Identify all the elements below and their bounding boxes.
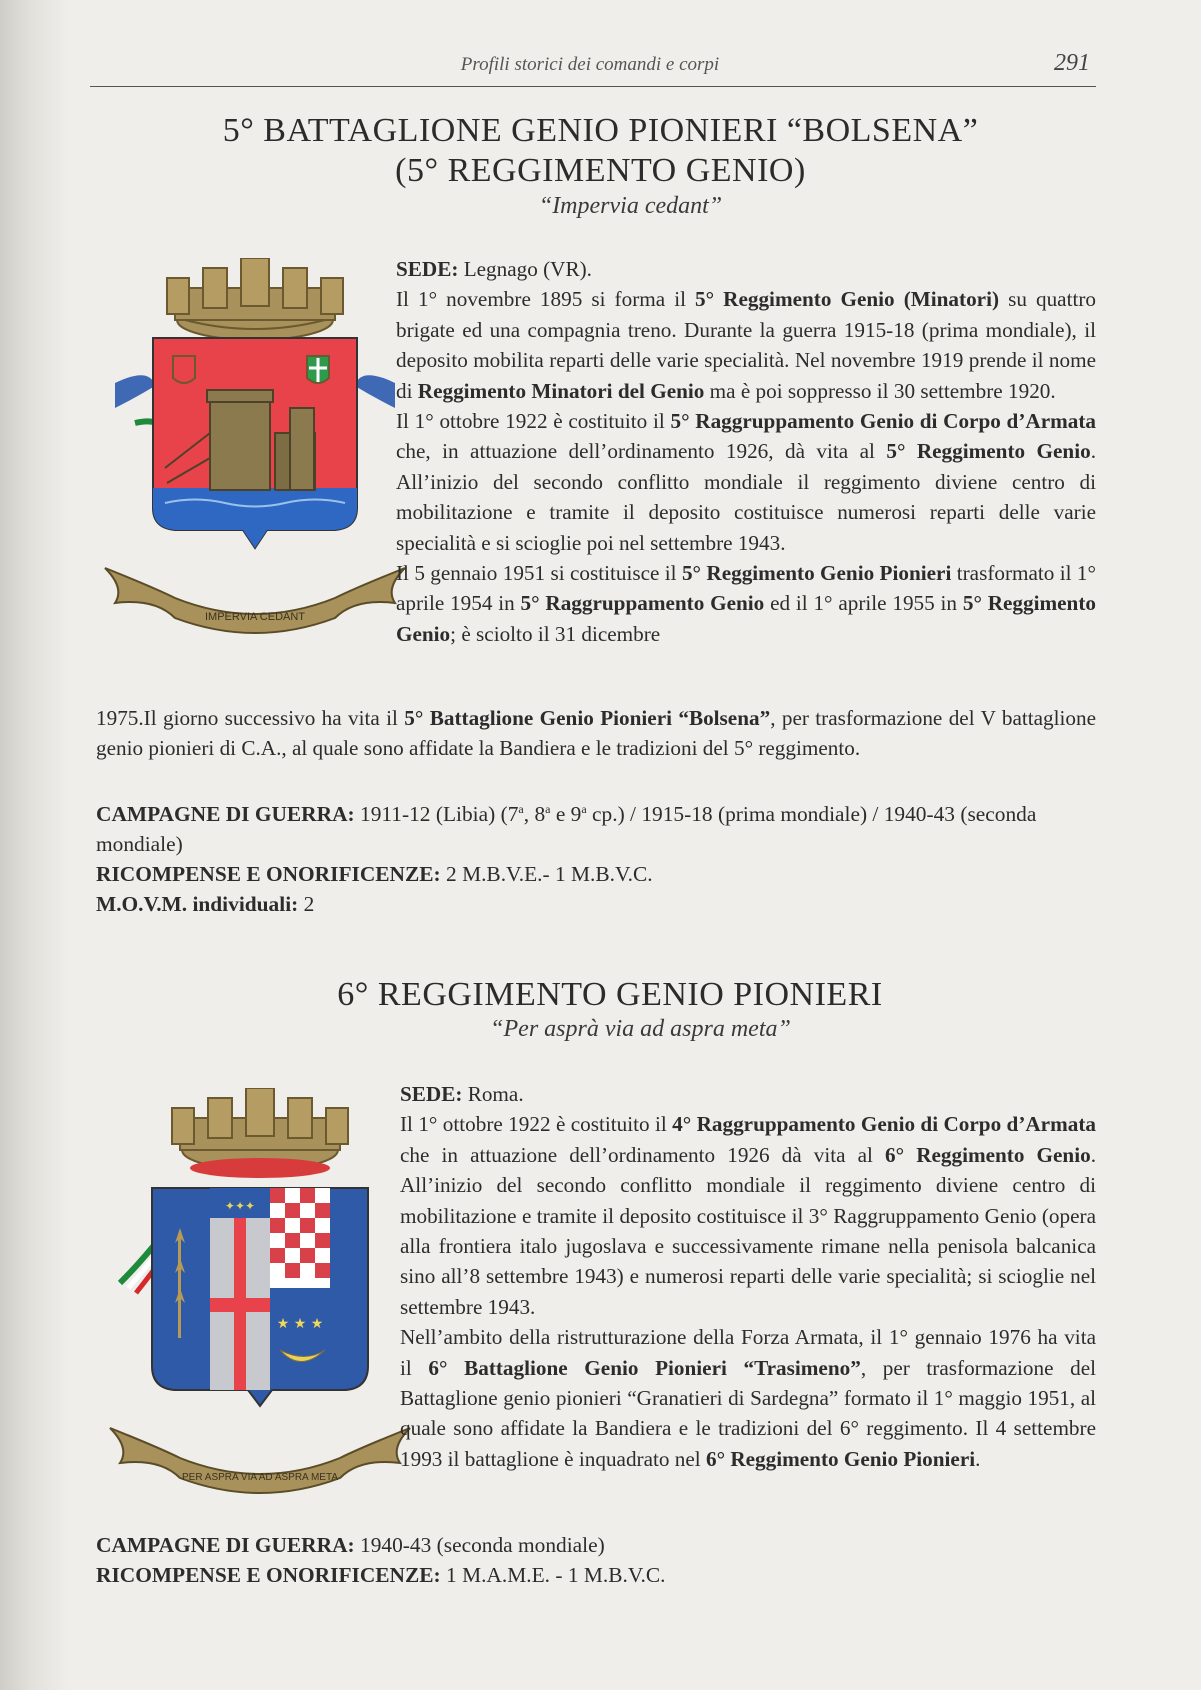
section1-movm: M.O.V.M. individuali: 2 xyxy=(96,892,315,917)
section1-sede-label: SEDE: xyxy=(396,257,459,281)
section1-lower-text xyxy=(96,703,1096,764)
section1-sede-value: Legnago (VR). xyxy=(463,257,592,281)
section2-title: 6° REGGIMENTO GENIO PIONIERI xyxy=(337,976,883,1013)
section2-paragraph2: Nell’ambito della ristrutturazione della Forza Armata, il 1° gennaio 1976 ha vita il 6° Battaglione Genio Pionieri “Trasimeno”, per trasformazione del Battaglione genio pionieri “Granatieri di Sardegna” formato il 1° maggio 1951, al quale sono affidate la Bandiera e le tradizioni del 6° reggimento. Il 4 settembre 1993 il battaglione è inquadrato nel 6° Reggimento Genio Pionieri. xyxy=(400,1325,1096,1471)
section1-motto: “Impervia cedant” xyxy=(538,193,723,219)
section2-crest-ribbon-text: PER ASPRA VIA AD ASPRA META xyxy=(182,1472,338,1483)
svg-text:✦✦✦: ✦✦✦ xyxy=(224,1199,256,1213)
section2-motto: “Per asprà via ad aspra meta” xyxy=(490,1016,791,1042)
running-head xyxy=(90,50,1090,80)
section1-paragraph1: Il 1° novembre 1895 si forma il 5° Reggimento Genio (Minatori) su quattro brigate ed una compagnia treno. Durante la guerra 1915-18 (prima mondiale), il deposito mobilita reparti delle varie specialità. Nel novembre 1919 prende il nome di Reggimento Minatori del Genio ma è poi soppresso il 30 settembre 1920. xyxy=(396,287,1096,403)
section2-coat-of-arms xyxy=(100,1088,420,1508)
section1-coat-of-arms xyxy=(95,258,415,678)
section2-campagne: CAMPAGNE DI GUERRA: 1940-43 (seconda mondiale) xyxy=(96,1533,605,1557)
turreted-crown-icon xyxy=(167,258,343,340)
page-number: 291 xyxy=(1054,50,1090,76)
svg-text:★ ★ ★: ★ ★ ★ xyxy=(276,1316,324,1332)
section2-sede-value: Roma. xyxy=(467,1082,524,1106)
section1-crest-ribbon-text: IMPERVIA CEDANT xyxy=(204,611,306,623)
section1-sede xyxy=(396,254,1096,284)
section1-title-line1: 5° BATTAGLIONE GENIO PIONIERI “BOLSENA” xyxy=(222,112,979,149)
section2-paragraph1: Il 1° ottobre 1922 è costituito il 4° Raggruppamento Genio di Corpo d’Armata che in attuazione dell’ordinamento 1926 dà vita al 6° Reggimento Genio. All’inizio del secondo conflitto mondiale il reggimento diviene centro di mobilitazione e tramite il deposito costituisce il 3° Raggruppamento Genio (opera alla frontiera italo jugoslava e successivamente rimane nella penisola balcanica sino all’8 settembre 1943) e numerosi reparti delle varie specialità; si scioglie nel settembre 1943. xyxy=(400,1112,1096,1319)
header-rule xyxy=(90,86,1096,87)
section2-text xyxy=(400,1079,1096,1474)
section2-ricompense: RICOMPENSE E ONORIFICENZE: 1 M.A.M.E. - 1 M.B.V.C. xyxy=(96,1563,666,1587)
section2-sede-label: SEDE: xyxy=(400,1082,463,1106)
turreted-crown-icon xyxy=(172,1088,348,1178)
section1-title-line2: (5° REGGIMENTO GENIO) xyxy=(395,152,806,189)
section1-ricompense: RICOMPENSE E ONORIFICENZE: 2 M.B.V.E.- 1 M.B.V.C. xyxy=(96,862,653,887)
section1-upper-text xyxy=(396,254,1096,649)
section2-meta xyxy=(96,1530,1096,1590)
section1-paragraph2: Il 1° ottobre 1922 è costituito il 5° Raggruppamento Genio di Corpo d’Armata che, in attuazione dell’ordinamento 1926, dà vita al 5° Reggimento Genio. All’inizio del secondo conflitto mondiale il reggimento diviene centro di mobilitazione e tramite il deposito costituisce numerosi reparti delle varie specialità e si scioglie poi nel settembre 1943. xyxy=(396,409,1096,555)
section1-meta xyxy=(96,794,1096,919)
section1-campagne: CAMPAGNE DI GUERRA: 1911-12 (Libia) (7$^a$, 8$^a$ e 9$^a$ cp.) / 1915-18 (prima mondiale) / 1940-43 (seconda mondiale) xyxy=(96,802,1037,857)
running-title: Profili storici dei comandi e corpi xyxy=(460,54,720,75)
section1-paragraph3: Il 5 gennaio 1951 si costituisce il 5° Reggimento Genio Pionieri trasformato il 1° aprile 1954 in 5° Raggruppamento Genio ed il 1° aprile 1955 in 5° Reggimento Genio; è sciolto il 31 dicembre xyxy=(396,561,1096,646)
section1-paragraph4: 1975.Il giorno successivo ha vita il 5° Battaglione Genio Pionieri “Bolsena”, per trasformazione del V battaglione genio pionieri di C.A., al quale sono affidate la Bandiera e le tradizioni del 5° reggimento. xyxy=(96,706,1096,761)
section2-sede xyxy=(400,1079,1096,1109)
checkerboard-icon xyxy=(270,1188,330,1288)
